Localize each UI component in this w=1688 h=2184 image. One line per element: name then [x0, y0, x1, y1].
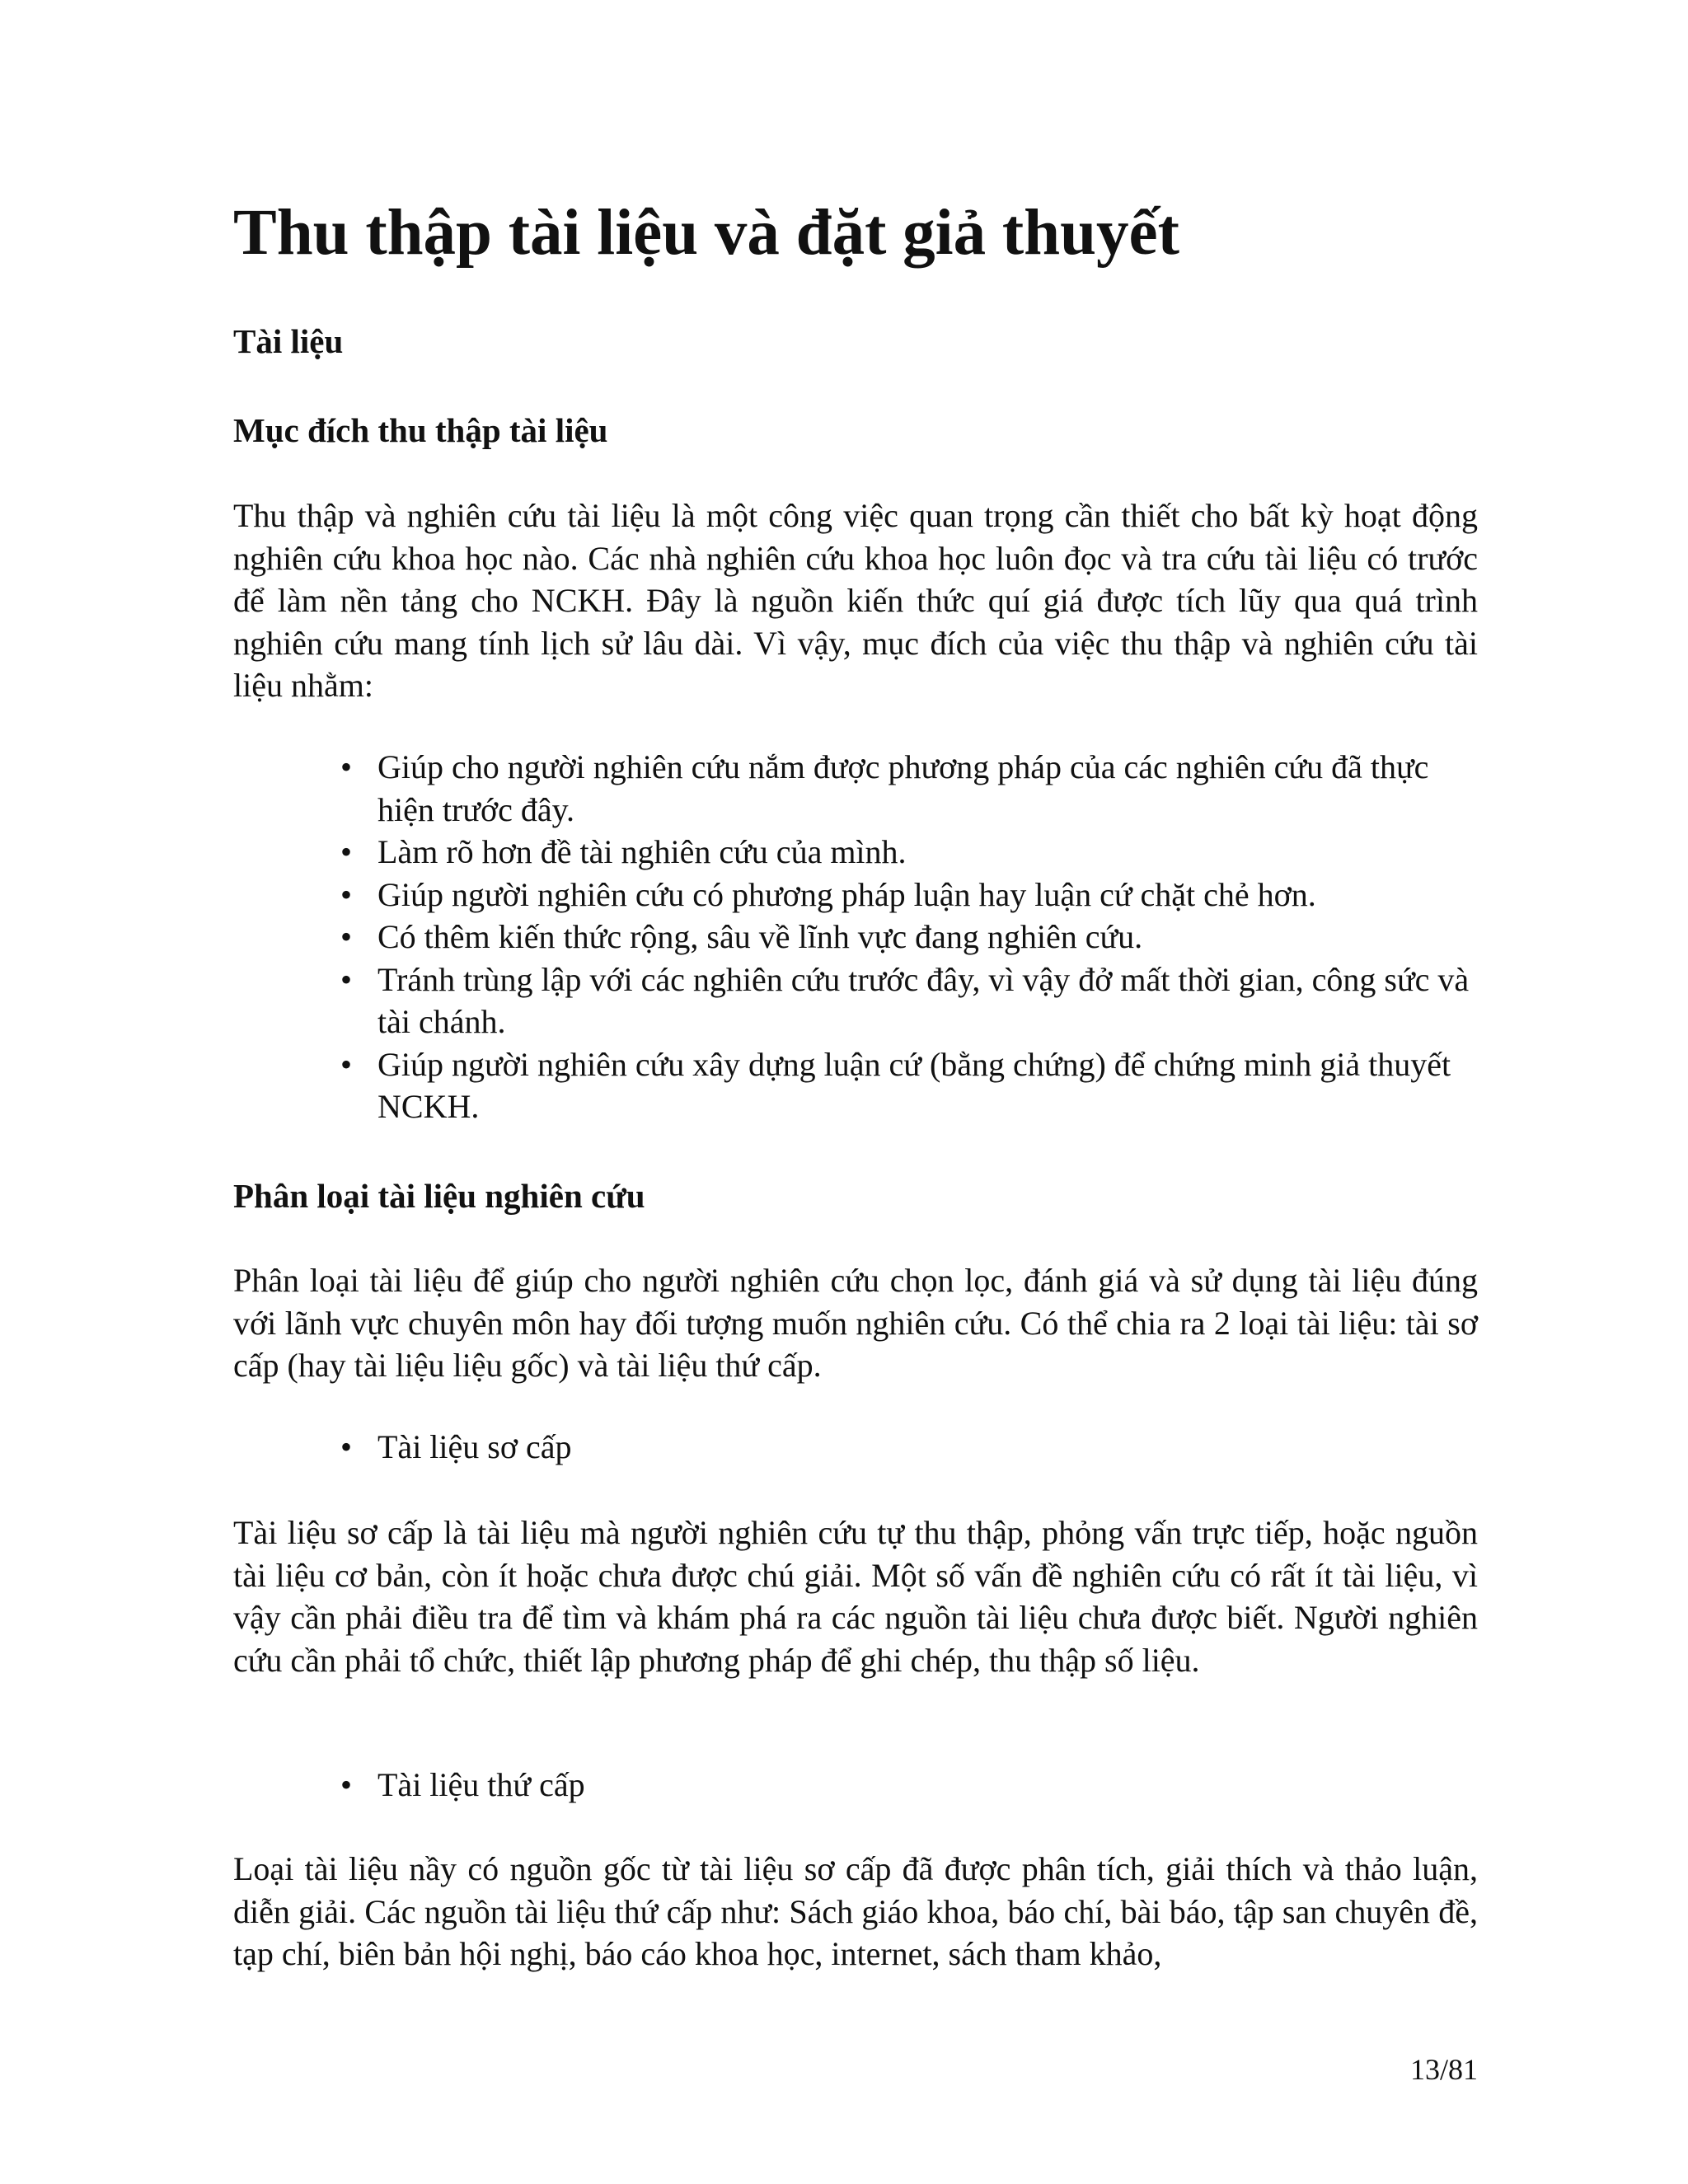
list-item: • Có thêm kiến thức rộng, sâu về lĩnh vực đang nghiên cứu.	[340, 916, 1478, 958]
page-number: 13/81	[1409, 2053, 1478, 2086]
paragraph-classification: Phân loại tài liệu để giúp cho người nghiên cứu chọn lọc, đánh giá và sử dụng tài liệu đúng với lãnh vực chuyên môn hay đối tượng muốn nghiên cứu. Có thể chia ra 2 loại tài liệu: tài sơ cấp (hay tài liệu liệu gốc) và tài liệu thứ cấp.	[233, 1262, 1478, 1384]
paragraph-purpose: Thu thập và nghiên cứu tài liệu là một công việc quan trọng cần thiết cho bất kỳ hoạt động nghiên cứu khoa học nào. Các nhà nghiên cứu khoa học luôn đọc và tra cứu tài liệu có trước để làm nền tảng cho NCKH. Đây là nguồn kiến thức quí giá được tích lũy qua quá trình nghiên cứu mang tính lịch sử lâu dài. Vì vậy, mục đích của việc thu thập và nghiên cứu tài liệu nhằm:	[233, 497, 1478, 704]
list-item: • Làm rõ hơn đề tài nghiên cứu của mình.	[340, 831, 1478, 874]
primary-list	[340, 1426, 1478, 1469]
list-item: • Giúp cho người nghiên cứu nắm được phương pháp của các nghiên cứu đã thực hiện trước đây.	[340, 746, 1478, 831]
list-item: • Giúp người nghiên cứu có phương pháp luận hay luận cứ chặt chẻ hơn.	[340, 874, 1478, 916]
secondary-list	[340, 1764, 1478, 1807]
paragraph-primary: Tài liệu sơ cấp là tài liệu mà người nghiên cứu tự thu thập, phỏng vấn trực tiếp, hoặc nguồn tài liệu cơ bản, còn ít hoặc chưa được chú giải. Một số vấn đề nghiên cứu có rất ít tài liệu, vì vậy cần phải điều tra để tìm và khám phá ra các nguồn tài liệu chưa được biết. Người nghiên cứu cần phải tổ chức, thiết lập phương pháp để ghi chép, thu thập số liệu.	[233, 1514, 1478, 1679]
purpose-list	[340, 746, 1478, 1128]
document-page	[233, 0, 1478, 2184]
subsection-heading-purpose: Mục đích thu thập tài liệu	[233, 411, 608, 449]
page-title: Thu thập tài liệu và đặt giả thuyết	[233, 197, 1179, 269]
subsection-heading-classification: Phân loại tài liệu nghiên cứu	[233, 1177, 645, 1215]
list-item-primary: • Tài liệu sơ cấp	[340, 1426, 1478, 1469]
section-heading: Tài liệu	[233, 322, 344, 360]
list-item: • Giúp người nghiên cứu xây dựng luận cứ (bằng chứng) để chứng minh giả thuyết NCKH.	[340, 1043, 1478, 1128]
paragraph-secondary: Loại tài liệu nầy có nguồn gốc từ tài liệu sơ cấp đã được phân tích, giải thích và thảo luận, diễn giải. Các nguồn tài liệu thứ cấp như: Sách giáo khoa, báo chí, bài báo, tập san chuyên đề, tạp chí, biên bản hội nghị, báo cáo khoa học, internet, sách tham khảo,	[233, 1850, 1478, 1972]
list-item: • Tránh trùng lập với các nghiên cứu trước đây, vì vậy đở mất thời gian, công sức và tài chánh.	[340, 958, 1478, 1043]
list-item-secondary: • Tài liệu thứ cấp	[340, 1764, 1478, 1807]
